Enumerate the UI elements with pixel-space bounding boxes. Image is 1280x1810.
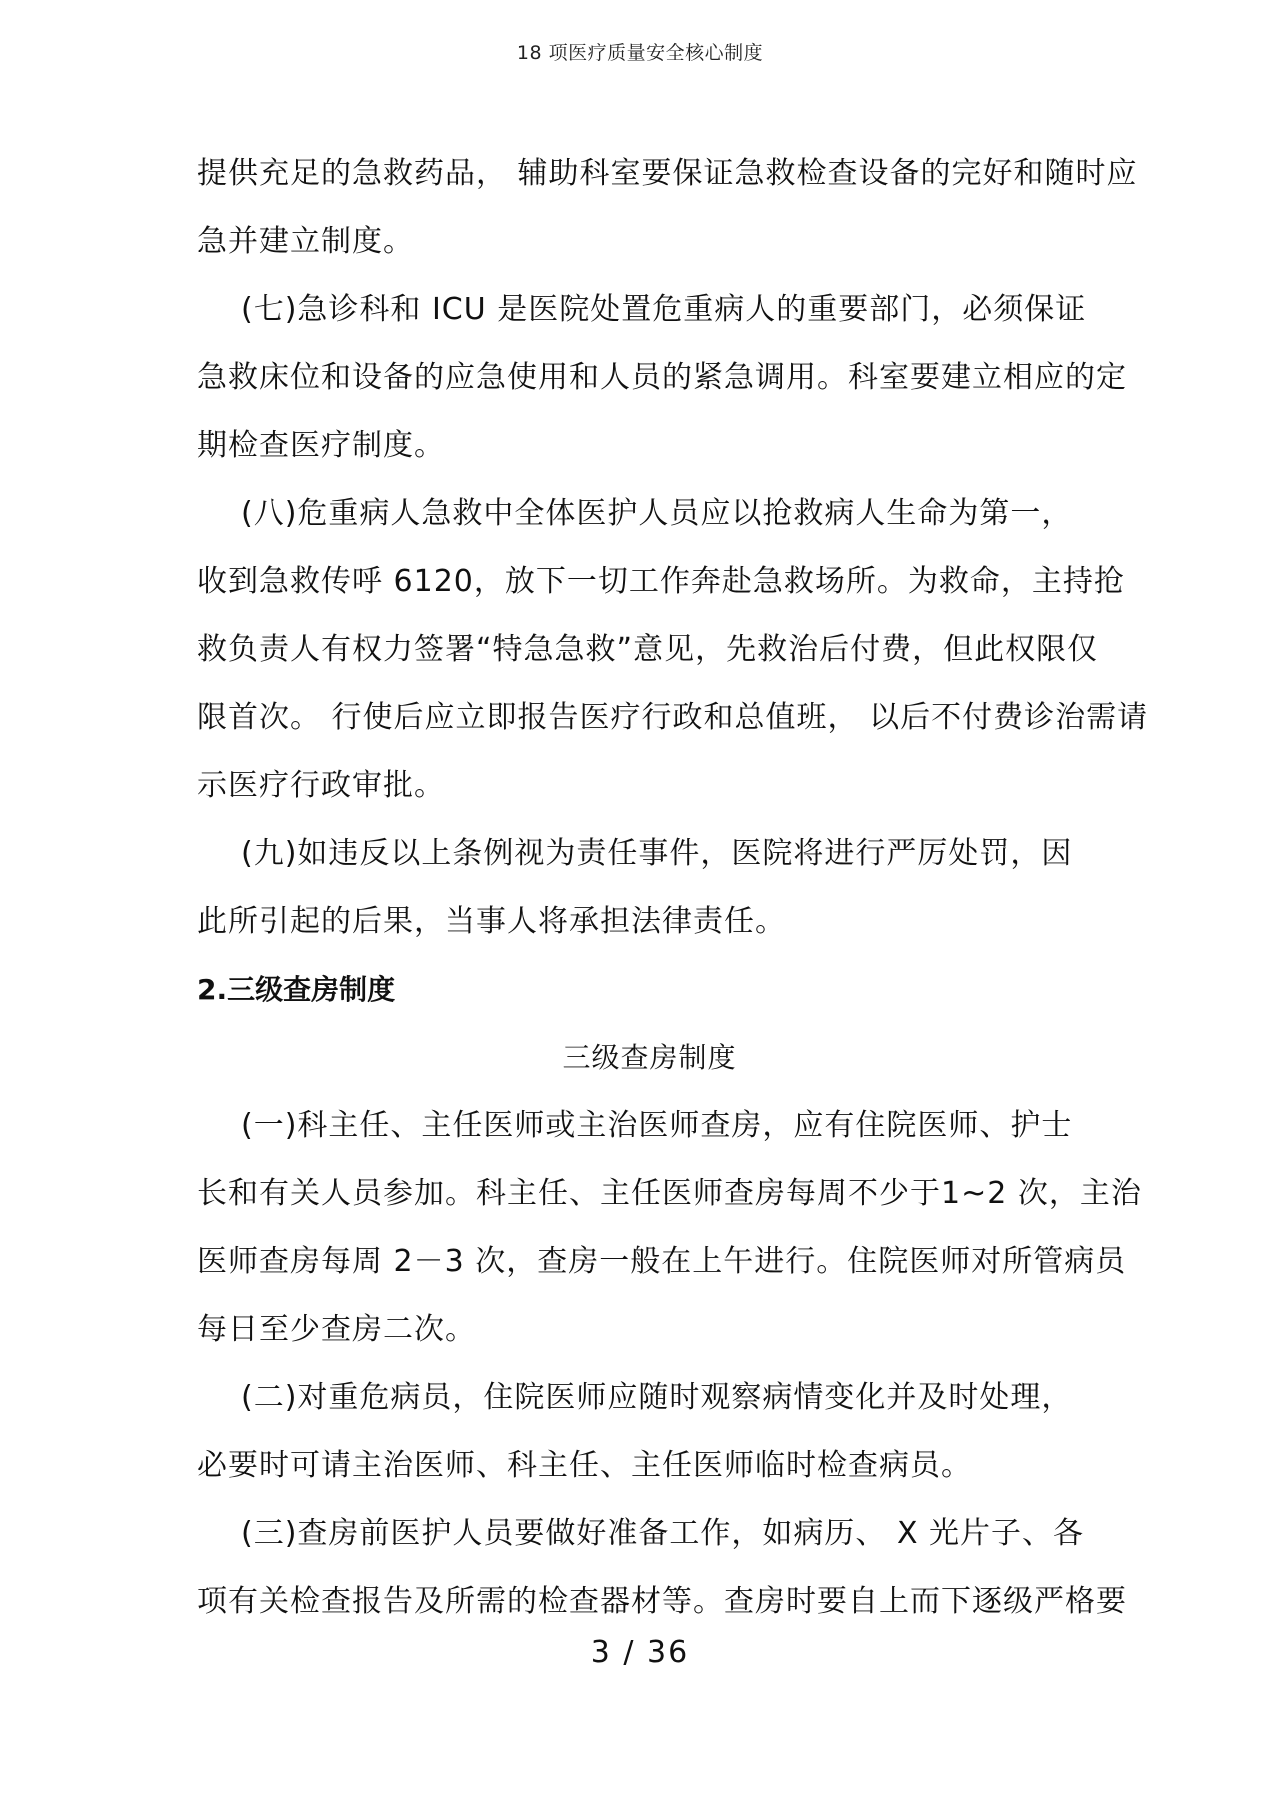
paragraph-7-start: (七)急诊科和 ICU 是医院处置危重病人的重要部门，必须保证 [241,292,1087,327]
section-heading: 2.三级查房制度 [197,973,396,1006]
body-line: 收到急救传呼 6120，放下一切工作奔赴急救场所。为救命，主持抢 [197,564,1125,599]
body-line: 急并建立制度。 [197,224,414,259]
body-line: 长和有关人员参加。科主任、主任医师查房每周不少于1~2 次，主治 [197,1176,1142,1211]
body-line: 急救床位和设备的应急使用和人员的紧急调用。科室要建立相应的定 [197,360,1127,395]
paragraph-9-start: (九)如违反以上条例视为责任事件，医院将进行严厉处罚，因 [241,836,1073,871]
body-line: 示医疗行政审批。 [197,768,445,803]
body-line: 此所引起的后果，当事人将承担法律责任。 [197,904,786,939]
rounds-paragraph-2-start: (二)对重危病员，住院医师应随时观察病情变化并及时处理， [241,1380,1073,1415]
paragraph-8-start: (八)危重病人急救中全体医护人员应以抢救病人生命为第一， [241,496,1073,531]
body-line: 提供充足的急救药品， 辅助科室要保证急救检查设备的完好和随时应 [197,156,1138,191]
body-line: 必要时可请主治医师、科主任、主任医师临时检查病员。 [197,1448,972,1483]
section-title: 三级查房制度 [562,1041,737,1074]
body-line: 项有关检查报告及所需的检查器材等。查房时要自上而下逐级严格要 [197,1584,1127,1619]
page-header-title: 18 项医疗质量安全核心制度 [516,42,764,64]
rounds-paragraph-1-start: (一)科主任、主任医师或主治医师查房，应有住院医师、护士 [241,1108,1073,1143]
body-line: 救负责人有权力签署“特急急救”意见，先救治后付费，但此权限仅 [197,632,1099,667]
document-body [197,140,1149,1636]
body-line: 医师查房每周 2－3 次，查房一般在上午进行。住院医师对所管病员 [197,1244,1127,1279]
body-line: 限首次。 行使后应立即报告医疗行政和总值班， 以后不付费诊治需请 [197,700,1149,735]
page-number: 3 / 36 [590,1635,690,1670]
body-line: 每日至少查房二次。 [197,1312,476,1347]
body-line: 期检查医疗制度。 [197,428,445,463]
rounds-paragraph-3-start: (三)查房前医护人员要做好准备工作，如病历、 X 光片子、各 [241,1516,1085,1551]
